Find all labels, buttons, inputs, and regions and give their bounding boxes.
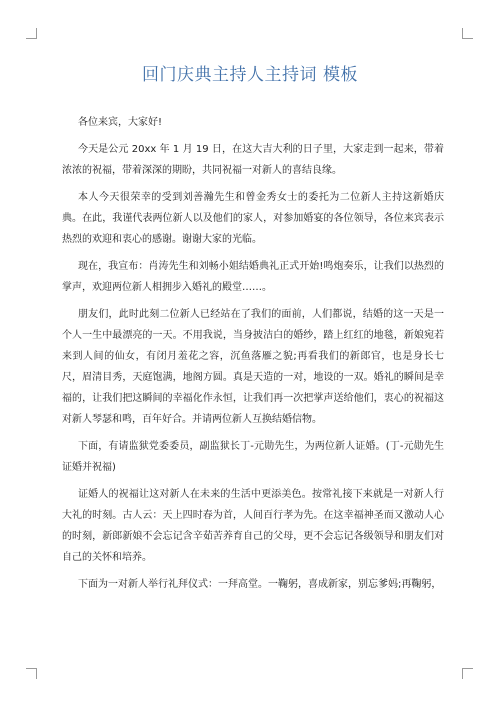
paragraph-witness: 下面，有请监狱党委委员，副监狱长丁-元勋先生，为两位新人证婚。(丁-元勋先生证婚并祝福) bbox=[62, 441, 444, 473]
crop-mark-bottom-right bbox=[462, 668, 473, 679]
document-title: 回门庆典主持人主持词 模板 bbox=[142, 65, 358, 85]
paragraph-blessing: 朋友们，此时此刻二位新人已经站在了我们的面前，人们都说，结婚的这一天是一个人一生中最漂亮的一天。不用我说，当身披洁白的婚纱，踏上红红的地毯，新娘宛若来到人间的仙女，有闭月羞花之容，沉鱼落雁之貌;再看我们的新郎官，也是身长七尺，眉清目秀，天庭饱满，地阁方圆。真是天造的一对，地设的一双。婚礼的瞬间是幸福的，让我们把这瞬间的幸福化作永恒，让我们再一次把掌声送给他们，衷心的祝福这对新人琴瑟和鸣，百年好合。并请两位新人互换结婚信物。 bbox=[62, 309, 444, 425]
crop-mark-top-left bbox=[26, 28, 37, 39]
paragraph-announcement: 现在，我宣布：肖涛先生和刘畅小姐结婚典礼正式开始!鸣炮奏乐，让我们以热烈的掌声，欢迎两位新人相拥步入婚礼的殿堂……。 bbox=[62, 261, 444, 293]
document-body bbox=[62, 112, 444, 601]
paragraph-host-intro: 本人今天很荣幸的受到刘善瀚先生和曾金秀女士的委托为二位新人主持这新婚庆典。在此，我谨代表两位新人以及他们的家人，对参加婚宴的各位领导，各位来宾表示热烈的欢迎和衷心的感谢。谢谢大家的光临。 bbox=[62, 192, 444, 245]
crop-mark-top-right bbox=[462, 28, 473, 39]
paragraph-greeting: 各位来宾，大家好! bbox=[78, 117, 163, 128]
paragraph-date: 今天是公元 20xx 年 1 月 19 日，在这大吉大利的日子里，大家走到一起来，带着浓浓的祝福，带着深深的期盼，共同祝福一对新人的喜结良缘。 bbox=[62, 144, 444, 176]
paragraph-ceremony: 证婚人的祝福让这对新人在未来的生活中更添美色。按常礼接下来就是一对新人行大礼的时刻。古人云：天上四时春为首，人间百行孝为先。在这幸福神圣而又激动人心的时刻，新郎新娘不会忘记含辛茹苦养育自己的父母，更不会忘记各级领导和朋友们对自己的关怀和培养。 bbox=[62, 489, 444, 563]
crop-mark-bottom-left bbox=[26, 668, 37, 679]
paragraph-ritual: 下面为一对新人举行礼拜仪式：一拜高堂。一鞠躬，喜成新家，别忘爹妈;再鞠躬， bbox=[78, 579, 442, 590]
